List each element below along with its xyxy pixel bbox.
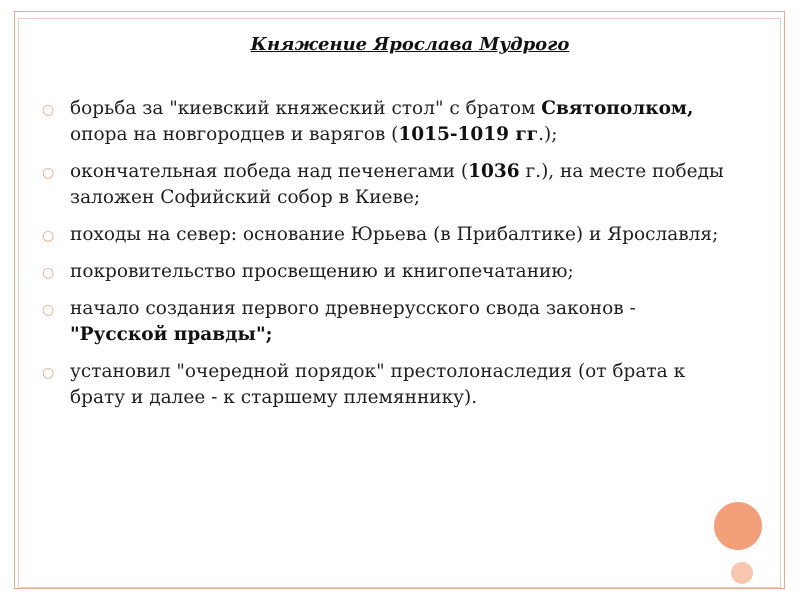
list-item: ○ покровительство просвещению и книгопечатанию; bbox=[40, 259, 730, 285]
list-item: ○ начало создания первого древнерусского свода законов - "Русской правды"; bbox=[42, 298, 636, 345]
hollow-bullet-icon: ○ bbox=[42, 165, 55, 181]
hollow-bullet-icon: ○ bbox=[42, 102, 55, 118]
slide-title: Княжение Ярослава Мудрого bbox=[250, 34, 570, 55]
hollow-bullet-icon: ○ bbox=[42, 265, 55, 281]
bullet-list bbox=[40, 96, 730, 422]
list-item: ○ окончательная победа над печенегами (1036 г.), на месте победы заложен Софийский собор в Киеве; bbox=[42, 161, 724, 208]
decorative-circle-large bbox=[714, 502, 762, 550]
list-item: ○ установил "очередной порядок" престолонаследия (от брата к брату и далее - к старшему племяннику). bbox=[42, 361, 686, 408]
list-item: ○ борьба за "киевский княжеский стол" с братом Святополком, опора на новгородцев и варягов (1015-1019 гг.); bbox=[42, 98, 694, 145]
decorative-circle-small bbox=[731, 562, 753, 584]
list-item: ○ походы на север: основание Юрьева (в Прибалтике) и Ярославля; bbox=[40, 222, 730, 248]
hollow-bullet-icon: ○ bbox=[42, 365, 55, 381]
hollow-bullet-icon: ○ bbox=[42, 302, 55, 318]
hollow-bullet-icon: ○ bbox=[42, 228, 55, 244]
